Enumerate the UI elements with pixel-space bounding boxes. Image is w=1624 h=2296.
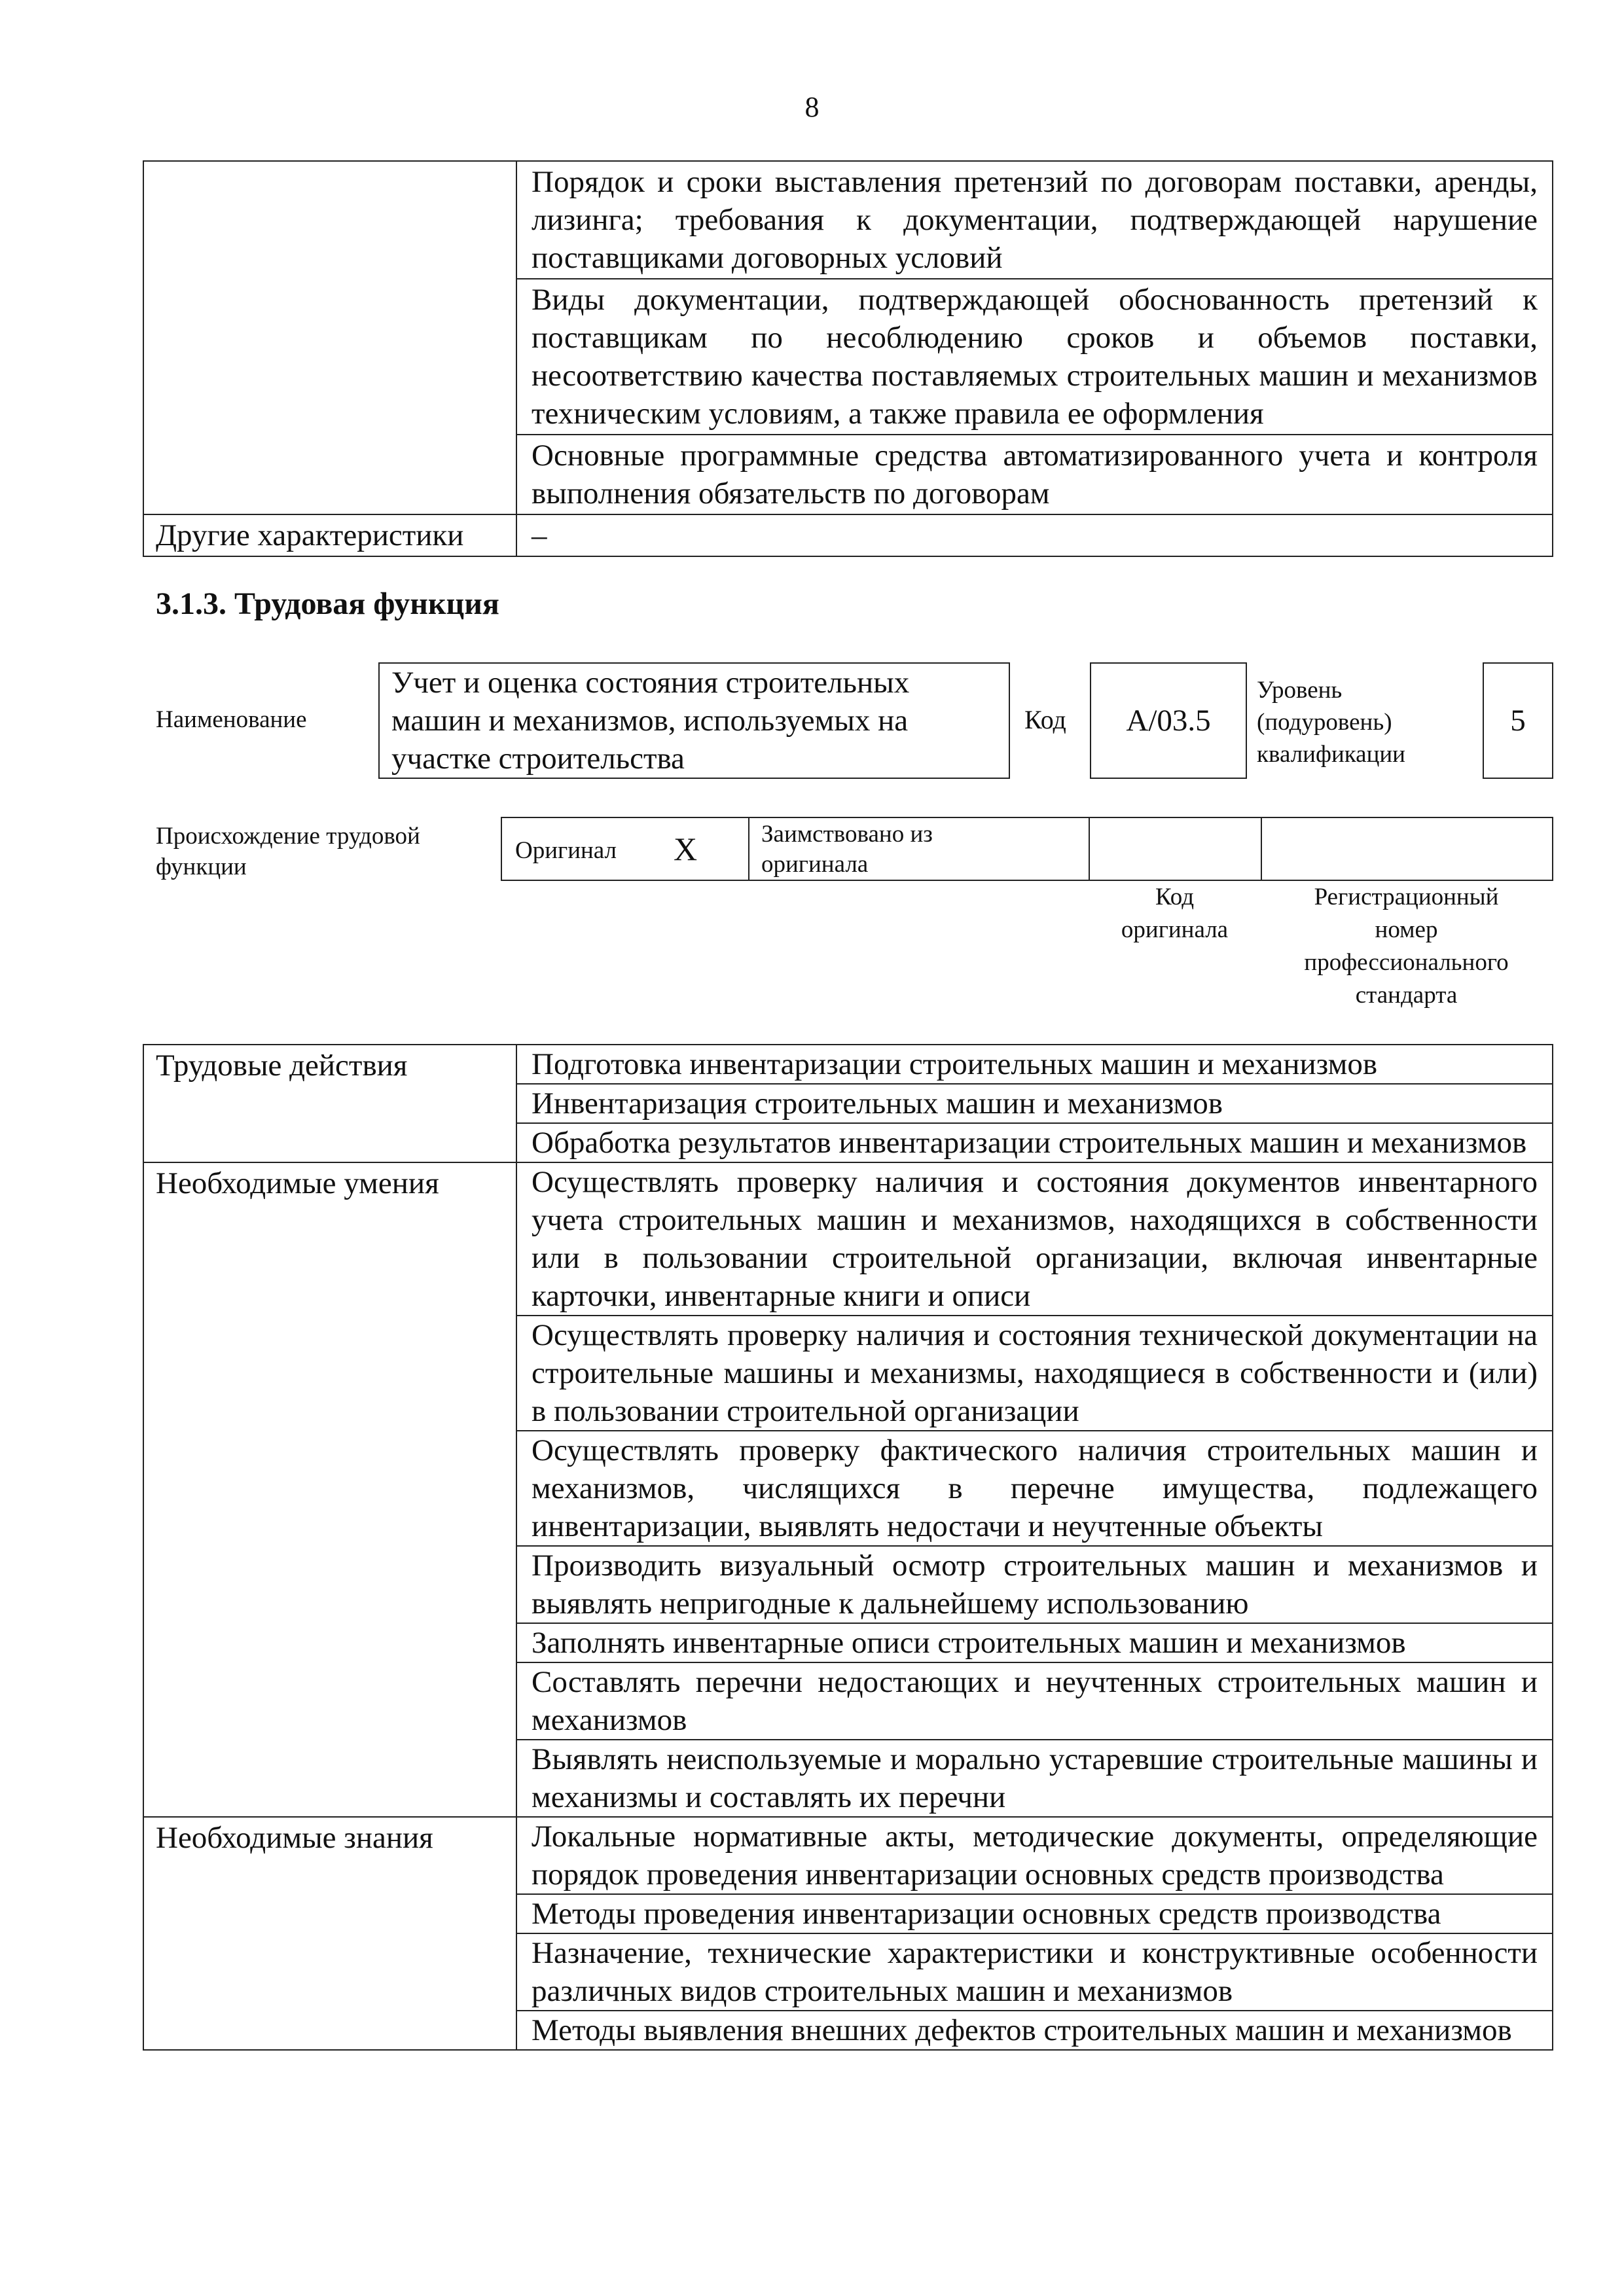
level-label-line: Уровень: [1257, 677, 1343, 704]
level-value: 5: [1510, 704, 1526, 738]
origin-label-line: функции: [156, 853, 247, 880]
knowledge-label: Необходимые знания: [143, 1817, 516, 2050]
knowledge-item: Локальные нормативные акты, методические документы, определяющие порядок проведения инвентаризации основных средств производства: [516, 1817, 1553, 1894]
skill-item: Осуществлять проверку фактического наличия строительных машин и механизмов, числящихся в перечне имущества, подлежащего инвентаризации, выявлять недостачи и неучтенные объекты: [516, 1431, 1553, 1546]
caption-line: оригинала: [1121, 916, 1229, 943]
level-label: [1257, 674, 1405, 770]
skill-item: Осуществлять проверку наличия и состояния технической документации на строительные машины и механизмы, находящиеся в собственности и (или) в пользовании строительной организации: [516, 1316, 1553, 1431]
borrowed-cell: [749, 818, 1090, 881]
top-table: [143, 160, 1553, 557]
name-box: [378, 662, 1010, 779]
caption-line: Код: [1155, 884, 1195, 910]
top-table-row: Виды документации, подтверждающей обоснованность претензий к поставщикам по несоблюдению сроков и объемов поставки, несоответствию качества поставляемых строительных машин и механизмов техническим условиям, а также правила ее оформления: [516, 279, 1553, 435]
origin-box: [501, 817, 1553, 881]
code-box: [1090, 662, 1247, 779]
action-item: Обработка результатов инвентаризации строительных машин и механизмов: [516, 1123, 1553, 1162]
skill-item: Составлять перечни недостающих и неучтенных строительных машин и механизмов: [516, 1662, 1553, 1740]
original-label: Оригинал: [515, 837, 617, 864]
skills-label: Необходимые умения: [143, 1162, 516, 1817]
knowledge-item: Методы проведения инвентаризации основных средств производства: [516, 1894, 1553, 1933]
reg-number-caption: [1261, 881, 1552, 1012]
main-table: [143, 1044, 1553, 2051]
code-label: Код: [1024, 705, 1066, 734]
knowledge-item: Методы выявления внешних дефектов строительных машин и механизмов: [516, 2011, 1553, 2050]
code-value: А/03.5: [1126, 704, 1211, 738]
action-item: Подготовка инвентаризации строительных машин и механизмов: [516, 1045, 1553, 1084]
borrowed-label-line: Заимствовано из: [761, 821, 933, 848]
skill-item: Заполнять инвентарные описи строительных машин и механизмов: [516, 1623, 1553, 1662]
level-label-line: (подуровень): [1257, 709, 1392, 736]
level-label-line: квалификации: [1257, 741, 1405, 768]
origin-label: [156, 821, 420, 882]
original-cell: [502, 818, 749, 881]
origin-label-line: Происхождение трудовой: [156, 823, 420, 850]
skill-item: Осуществлять проверку наличия и состояния документов инвентарного учета строительных машин и механизмов, находящихся в собственности или в пользовании строительной организации, включая инвентарные карточки, инвентарные книги и описи: [516, 1162, 1553, 1316]
reg-number-cell: [1262, 818, 1553, 881]
name-value: Учет и оценка состояния строительных машин и механизмов, используемых на участке строительства: [391, 666, 910, 776]
name-label: Наименование: [156, 706, 307, 733]
top-table-row: Порядок и сроки выставления претензий по договорам поставки, аренды, лизинга; требования к документации, подтверждающей нарушение поставщиками договорных условий: [516, 161, 1553, 279]
page-number: 8: [804, 91, 820, 123]
borrowed-label-line: оригинала: [761, 851, 869, 878]
caption-line: стандарта: [1355, 982, 1458, 1009]
original-code-cell: [1090, 818, 1262, 881]
skill-item: Производить визуальный осмотр строительных машин и механизмов и выявлять непригодные к дальнейшему использованию: [516, 1546, 1553, 1623]
original-mark: X: [674, 831, 698, 867]
skill-item: Выявлять неиспользуемые и морально устаревшие строительные машины и механизмы и составлять их перечни: [516, 1740, 1553, 1817]
level-box: [1483, 662, 1553, 779]
knowledge-item: Назначение, технические характеристики и конструктивные особенности различных видов строительных машин и механизмов: [516, 1933, 1553, 2011]
caption-line: номер: [1375, 916, 1438, 943]
other-characteristics-label: Другие характеристики: [143, 514, 516, 556]
action-item: Инвентаризация строительных машин и механизмов: [516, 1084, 1553, 1123]
top-table-row: Основные программные средства автоматизированного учета и контроля выполнения обязательств по договорам: [516, 435, 1553, 514]
code-original-caption: [1089, 881, 1261, 946]
actions-label: Трудовые действия: [143, 1045, 516, 1162]
top-table-empty-cell: [143, 161, 516, 514]
section-title: 3.1.3. Трудовая функция: [156, 586, 499, 621]
caption-line: Регистрационный: [1314, 884, 1499, 910]
caption-line: профессионального: [1304, 949, 1509, 976]
other-characteristics-value: –: [516, 514, 1553, 556]
